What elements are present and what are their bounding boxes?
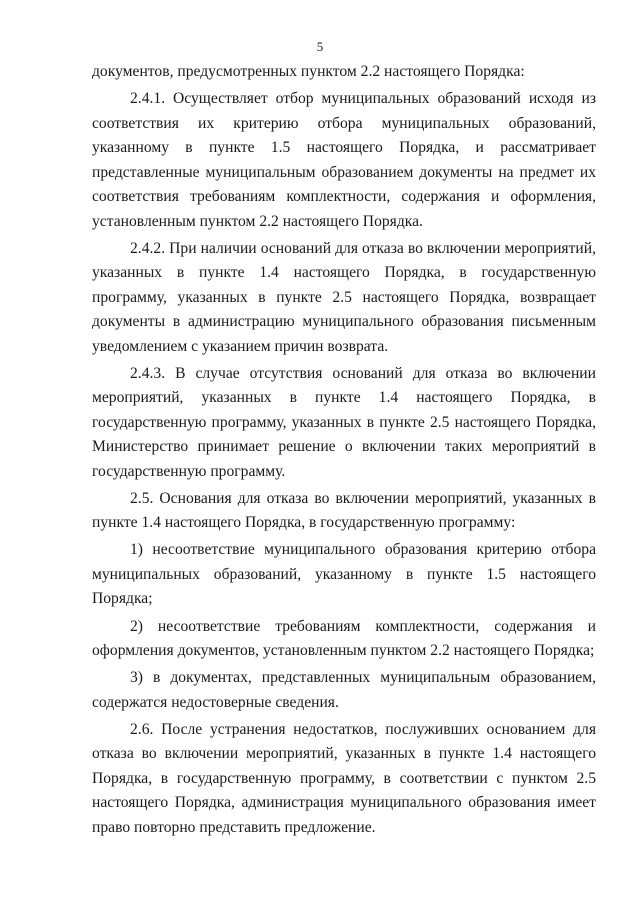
- list-item-2: 2) несоответствие требованиям комплектности, содержания и оформления документов, установленным пунктом 2.2 настоящего Порядка;: [92, 617, 596, 660]
- paragraph-continuation: документов, предусмотренных пунктом 2.2 настоящего Порядка:: [92, 63, 525, 80]
- list-item-1: 1) несоответствие муниципального образования критерию отбора муниципальных образований, указанному в пункте 1.5 настоящего Порядка;: [92, 541, 596, 608]
- paragraph-2-5: 2.5. Основания для отказа во включении мероприятий, указанных в пункте 1.4 настоящего Порядка, в государственную программу:: [92, 489, 596, 532]
- document-body: [92, 60, 596, 843]
- list-item-3: 3) в документах, представленных муниципальным образованием, содержатся недостоверные сведения.: [92, 669, 596, 711]
- paragraph-2-4-2: 2.4.2. При наличии оснований для отказа во включении мероприятий, указанных в пункте 1.4 настоящего Порядка, в государственную программу, указанных в пункте 2.5 настоящего Порядка, возвращает документы в администрацию муниципального образования письменным уведомлением с указанием причин возврата.: [92, 239, 596, 355]
- paragraph-2-4-1: 2.4.1. Осуществляет отбор муниципальных образований исходя из соответствия их критерию отбора муниципальных образований, указанному в пункте 1.5 настоящего Порядка, и рассматривает представленные муниципальным образованием документы на предмет их соответствия требованиям комплектности, содержания и оформления, установленным пунктом 2.2 настоящего Порядка.: [92, 90, 596, 230]
- paragraph-2-4-3: 2.4.3. В случае отсутствия оснований для отказа во включении мероприятий, указанных в пункте 1.4 настоящего Порядка, в государственную программу, указанных в пункте 2.5 настоящего Порядка, Министерство принимает решение о включении таких мероприятий в государственную программу.: [92, 364, 596, 480]
- paragraph-2-6: 2.6. После устранения недостатков, послуживших основанием для отказа во включении мероприятий, указанных в пункте 1.4 настоящего Порядка, в государственную программу, в соответствии с пунктом 2.5 настоящего Порядка, администрация муниципального образования имеет право повторно представить предложение.: [92, 720, 596, 836]
- page-number: 5: [316, 39, 324, 54]
